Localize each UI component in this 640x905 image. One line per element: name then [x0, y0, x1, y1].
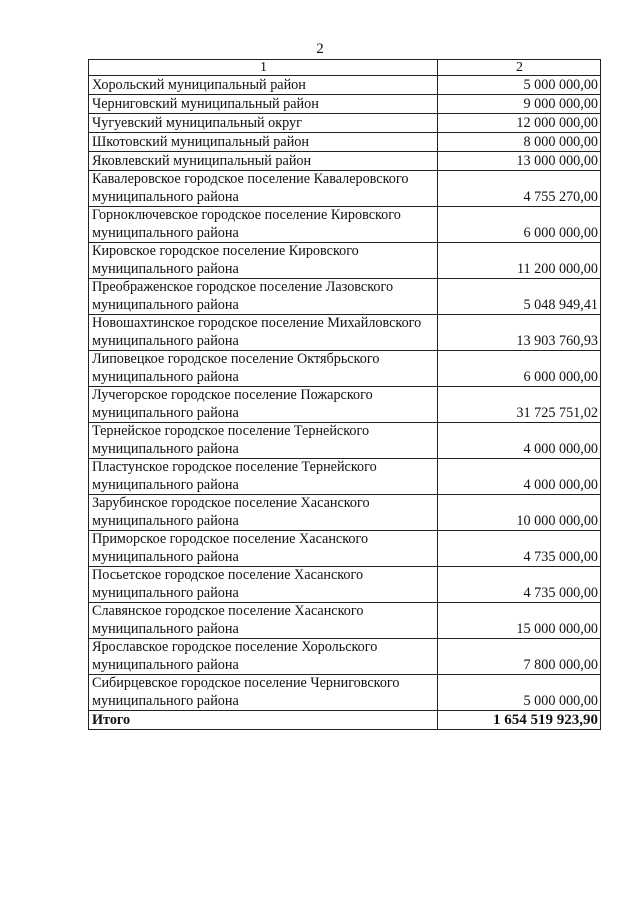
- table-row: [89, 531, 601, 567]
- row-amount: 12 000 000,00: [438, 114, 601, 133]
- row-name: Тернейское городское поселение Тернейского муниципального района: [89, 423, 438, 459]
- row-name: Хорольский муниципальный район: [89, 76, 438, 95]
- table-row: [89, 387, 601, 423]
- column-header-1: 1: [89, 60, 438, 76]
- row-amount: 8 000 000,00: [438, 133, 601, 152]
- row-name: Лучегорское городское поселение Пожарского муниципального района: [89, 387, 438, 423]
- table-row: [89, 171, 601, 207]
- row-name: Новошахтинское городское поселение Михайловского муниципального района: [89, 315, 438, 351]
- table-row: [89, 76, 601, 95]
- table-row: [89, 423, 601, 459]
- row-amount: 10 000 000,00: [438, 495, 601, 531]
- table-row: [89, 133, 601, 152]
- row-name: Шкотовский муниципальный район: [89, 133, 438, 152]
- table-row: [89, 351, 601, 387]
- table-row: [89, 459, 601, 495]
- row-name: Горноключевское городское поселение Кировского муниципального района: [89, 207, 438, 243]
- column-header-2: 2: [438, 60, 601, 76]
- row-amount: 5 048 949,41: [438, 279, 601, 315]
- row-name: Сибирцевское городское поселение Черниговского муниципального района: [89, 675, 438, 711]
- table-row: [89, 207, 601, 243]
- row-name: Липовецкое городское поселение Октябрьского муниципального района: [89, 351, 438, 387]
- row-name: Пластунское городское поселение Тернейского муниципального района: [89, 459, 438, 495]
- page-number: 2: [316, 41, 324, 57]
- row-name: Славянское городское поселение Хасанского муниципального района: [89, 603, 438, 639]
- total-amount: 1 654 519 923,90: [438, 711, 601, 730]
- row-amount: 6 000 000,00: [438, 207, 601, 243]
- row-amount: 4 000 000,00: [438, 459, 601, 495]
- row-name: Яковлевский муниципальный район: [89, 152, 438, 171]
- table-row: [89, 675, 601, 711]
- row-amount: 4 000 000,00: [438, 423, 601, 459]
- row-amount: 4 735 000,00: [438, 531, 601, 567]
- row-name: Ярославское городское поселение Хорольского муниципального района: [89, 639, 438, 675]
- row-name: Чугуевский муниципальный округ: [89, 114, 438, 133]
- row-amount: 31 725 751,02: [438, 387, 601, 423]
- total-label: Итого: [89, 711, 438, 730]
- row-name: Посьетское городское поселение Хасанского муниципального района: [89, 567, 438, 603]
- table-row: [89, 279, 601, 315]
- row-name: Приморское городское поселение Хасанского муниципального района: [89, 531, 438, 567]
- table-row: [89, 603, 601, 639]
- row-amount: 11 200 000,00: [438, 243, 601, 279]
- row-amount: 7 800 000,00: [438, 639, 601, 675]
- row-amount: 15 000 000,00: [438, 603, 601, 639]
- total-row: [89, 711, 601, 730]
- table-row: [89, 495, 601, 531]
- table-row: [89, 114, 601, 133]
- row-name: Кировское городское поселение Кировского муниципального района: [89, 243, 438, 279]
- row-name: Кавалеровское городское поселение Кавалеровского муниципального района: [89, 171, 438, 207]
- row-amount: 4 735 000,00: [438, 567, 601, 603]
- row-amount: 9 000 000,00: [438, 95, 601, 114]
- row-amount: 13 903 760,93: [438, 315, 601, 351]
- table-row: [89, 639, 601, 675]
- table-row: [89, 243, 601, 279]
- row-name: Зарубинское городское поселение Хасанского муниципального района: [89, 495, 438, 531]
- row-amount: 6 000 000,00: [438, 351, 601, 387]
- table-row: [89, 567, 601, 603]
- table-row: [89, 152, 601, 171]
- row-amount: 4 755 270,00: [438, 171, 601, 207]
- table-row: [89, 315, 601, 351]
- row-amount: 5 000 000,00: [438, 76, 601, 95]
- row-amount: 13 000 000,00: [438, 152, 601, 171]
- row-amount: 5 000 000,00: [438, 675, 601, 711]
- table-header-row: [89, 60, 601, 76]
- budget-table: [88, 59, 601, 730]
- row-name: Преображенское городское поселение Лазовского муниципального района: [89, 279, 438, 315]
- table-row: [89, 95, 601, 114]
- row-name: Черниговский муниципальный район: [89, 95, 438, 114]
